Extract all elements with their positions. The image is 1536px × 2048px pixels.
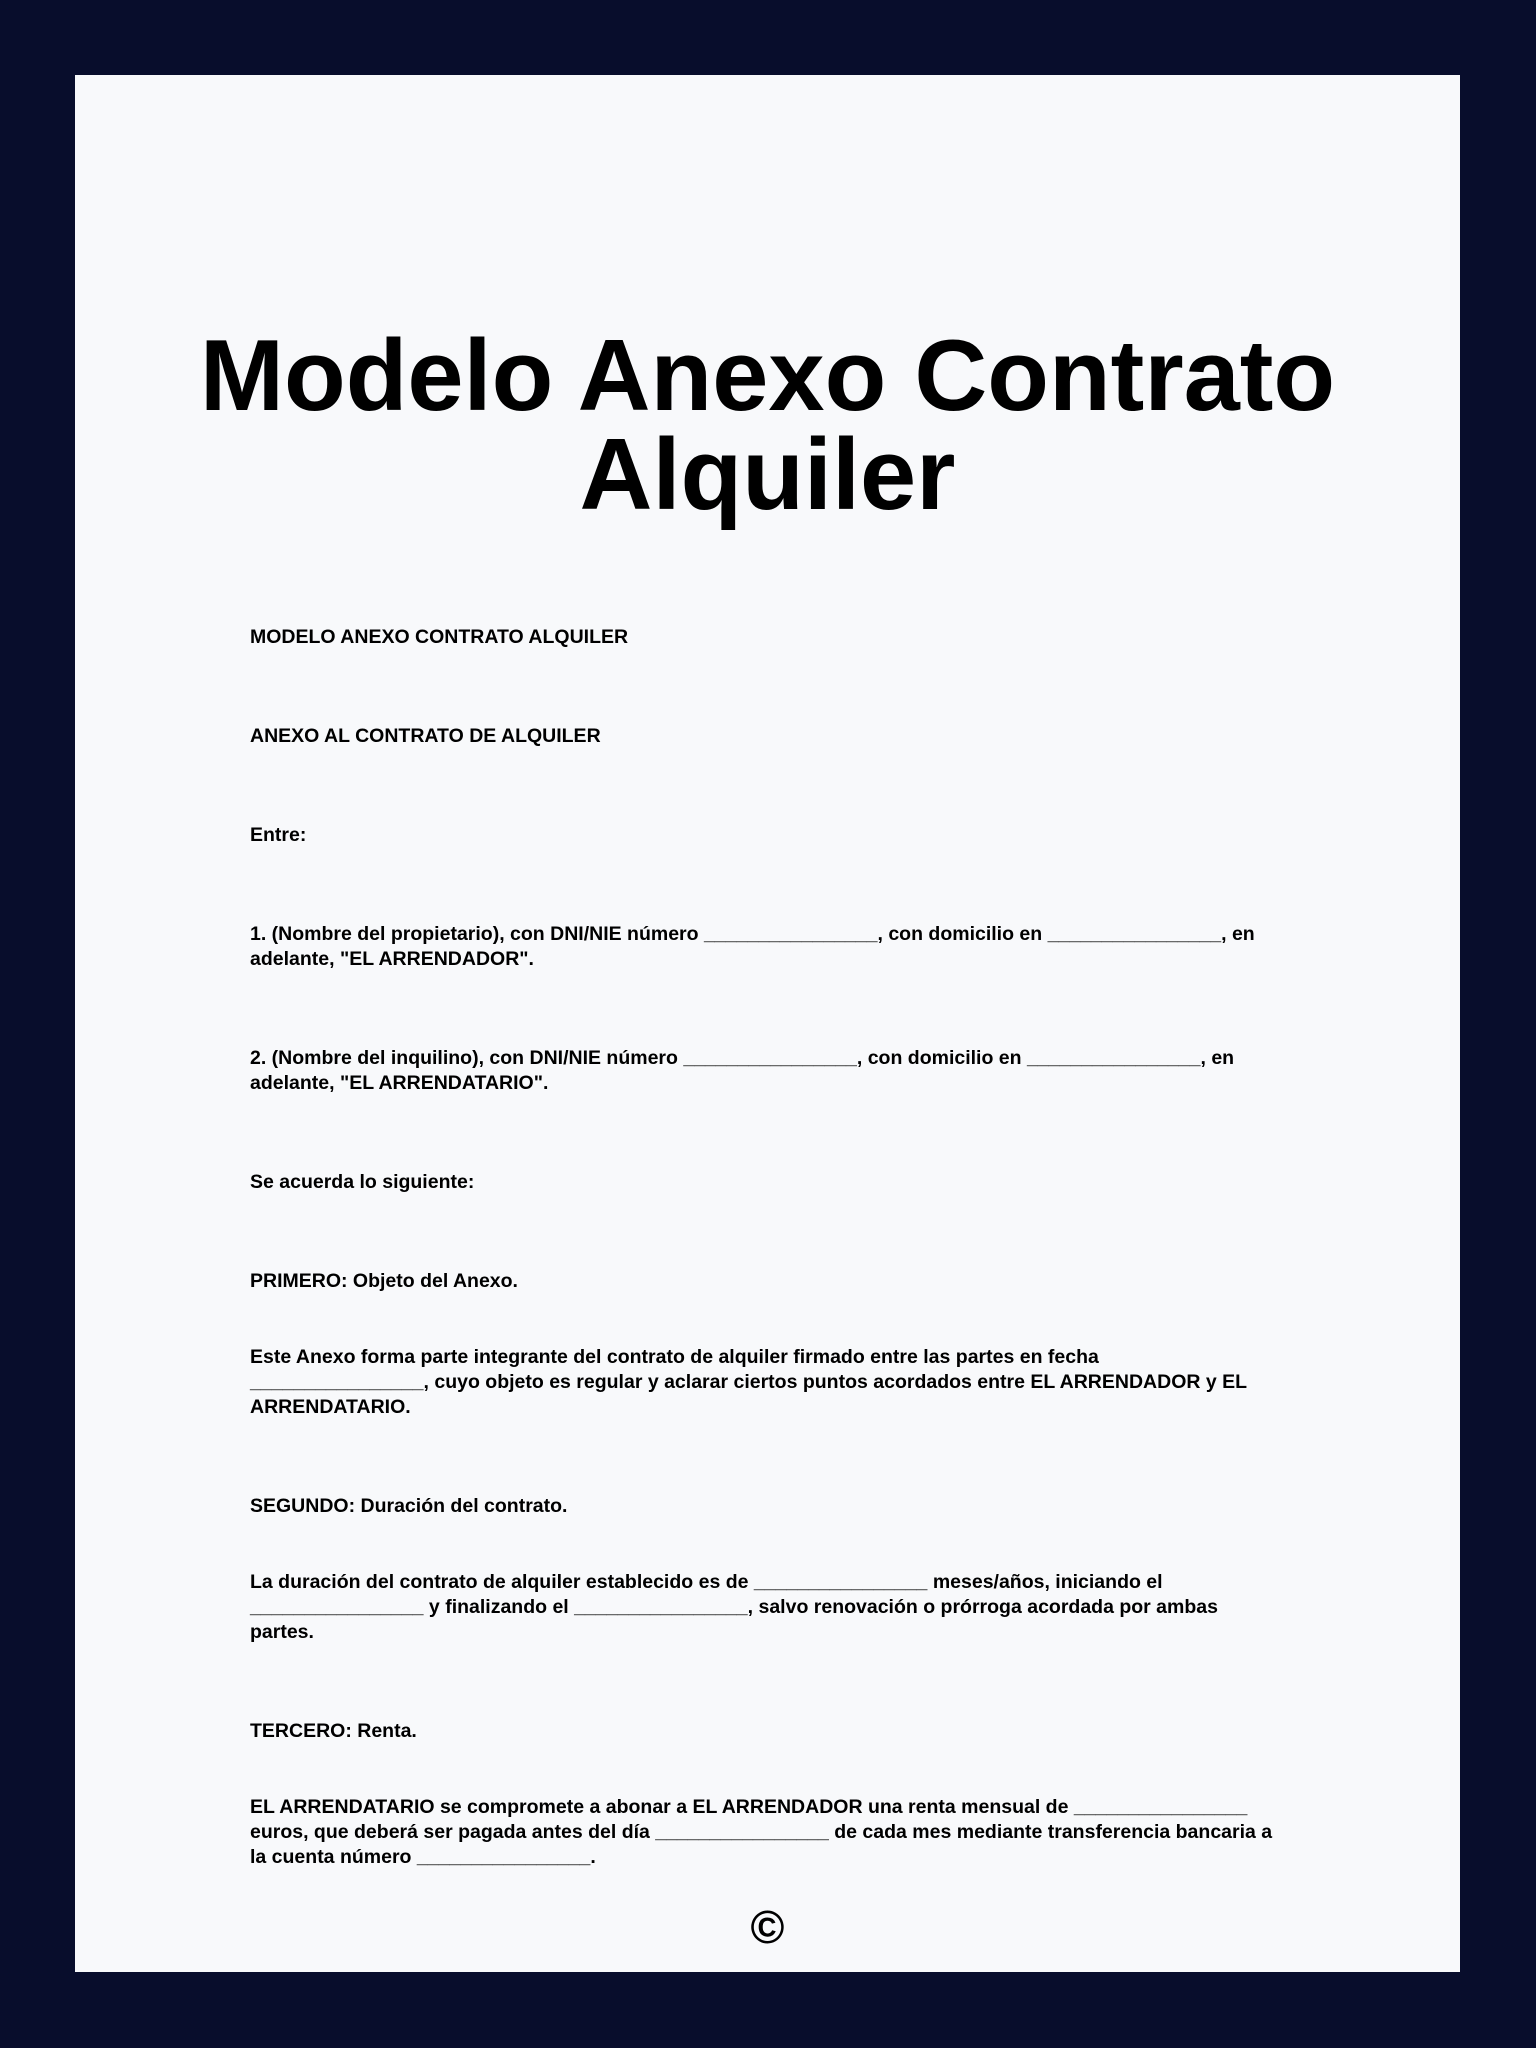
doc-heading: MODELO ANEXO CONTRATO ALQUILER — [250, 626, 629, 648]
clause-heading-primero: PRIMERO: Objeto del Anexo. — [250, 1270, 518, 1292]
copyright-icon: © — [750, 1901, 785, 1953]
agreement-intro: Se acuerda lo siguiente: — [250, 1171, 475, 1193]
clause-text-segundo: La duración del contrato de alquiler establecido es de ________________ meses/años, iniciando el ________________ y finalizando el ________________, salvo renovación o prórroga acordada por ambas partes. — [250, 1571, 1218, 1643]
document-page — [75, 75, 1460, 1972]
clause-text-primero: Este Anexo forma parte integrante del contrato de alquiler firmado entre las partes en fecha ________________, cuyo objeto es regular y aclarar ciertos puntos acordados entre EL ARRENDADOR y EL ARRENDATARIO. — [250, 1346, 1247, 1418]
clause-heading-tercero: TERCERO: Renta. — [250, 1720, 417, 1742]
document-body — [250, 625, 1280, 1944]
clause-text-tercero: EL ARRENDATARIO se compromete a abonar a EL ARRENDADOR una renta mensual de ________________ euros, que deberá ser pagada antes del día ________________ de cada mes mediante transferencia bancaria a la cuenta número ________________. — [250, 1796, 1273, 1868]
party-tenant: 2. (Nombre del inquilino), con DNI/NIE número ________________, con domicilio en ________________, en adelante, "EL ARRENDATARIO". — [250, 1047, 1235, 1094]
party-landlord: 1. (Nombre del propietario), con DNI/NIE número ________________, con domicilio en ________________, en adelante, "EL ARRENDADOR". — [250, 923, 1255, 970]
parties-intro: Entre: — [250, 824, 307, 846]
doc-subheading: ANEXO AL CONTRATO DE ALQUILER — [250, 725, 601, 747]
document-title: Modelo Anexo Contrato Alquiler — [199, 320, 1336, 531]
clause-heading-segundo: SEGUNDO: Duración del contrato. — [250, 1495, 568, 1517]
